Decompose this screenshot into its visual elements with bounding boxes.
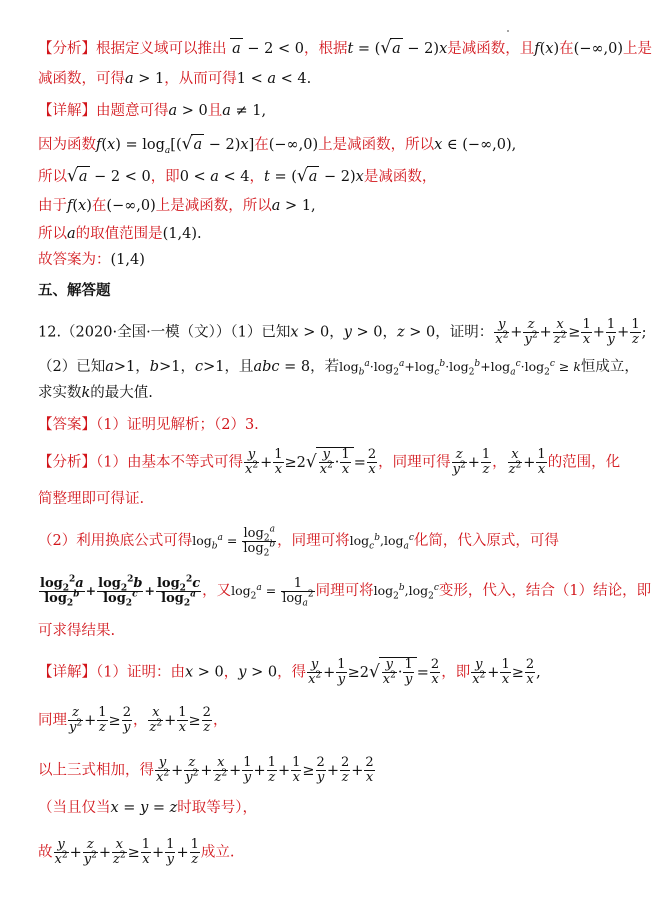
detail2-line-5: 故 $\frac{y}{x^2}$ + $\frac{z}{y^2}$ + $\frac{x}{z^2}$ ≥ $\frac{1}{x}$ + $\frac{1}{y}$ + $\frac{1}{z}$ 成立. xyxy=(38,837,235,867)
header-dot xyxy=(507,30,509,32)
final-answer-line: 故答案为：(1,4) xyxy=(38,252,145,268)
detail-line-1: 【详解】由题意可得a > 0且a ≠ 1, xyxy=(38,103,267,119)
detail-line-5: 所以a的取值范围是(1,4). xyxy=(38,226,202,242)
analysis-tag: 【分析】 xyxy=(38,41,96,57)
detail-line-2: 因为函数$f(x) = \log_a[(√a - 2)x]$在(−∞,0)上是减函数，所以x ∈ (−∞,0), xyxy=(38,134,517,156)
analysis2-line-5: 可求得结果. xyxy=(38,623,116,639)
section-title: 五、解答题 xyxy=(38,283,111,299)
analysis-line-2: 减函数，可得a > 1，从而可得1 < a < 4. xyxy=(38,71,312,87)
analysis2-line-4: $\frac{\log_2^2a}{\log_2^b}$ + $\frac{\log_2^2b}{\log_2^c}$ + $\frac{\log_2^2c}{\log_2^a}$ ，又$\log_2^a$ = $\frac{1}{\log_a^2}$ 同理可将$\log_2^b,\log_2^c$变形，代入，结合（1）结论，即 xyxy=(40,574,652,609)
problem-12-line-3: 求实数k的最大值. xyxy=(38,385,153,401)
detail-line-4: 由于f(x)在(−∞,0)上是减函数，所以a > 1, xyxy=(38,198,316,214)
detail-line-3: 所以√a − 2 < 0，即0 < a < 4，t = (√a − 2)x是减函数， xyxy=(38,166,437,186)
answer-tag: 【答案】 xyxy=(38,417,96,433)
detail2-line-4: （当且仅当x = y = z时取等号）， xyxy=(38,800,258,816)
detail2-line-2: 同理 $\frac{z}{y^2}$ + $\frac{1}{z}$ ≥ $\frac{2}{y}$ ， $\frac{x}{z^2}$ + $\frac{1}{x}$ ≥ $\frac{2}{z}$ ， xyxy=(38,705,228,735)
analysis-line-1: 【分析】根据定义域可以推出 a − 2 < 0，根据t = (√a − 2)x是减函数，且f(x)在(−∞,0)上是 xyxy=(38,38,652,58)
analysis2-line-1: 【分析】（1）由基本不等式可得 $\frac{y}{x^2}$ + $\frac{1}{x}$ ≥2√ $\frac{y}{x^2}$ · $\frac{1}{x}$ = $\frac{2}{x}$ ，同理可得 $\frac{z}{y^2}$ + $\frac{1}{z}$ ， $\frac{x}{z^2}$ + $\frac{1}{x}$ 的范围，化 xyxy=(38,447,621,477)
analysis2-line-3: （2）利用换底公式可得$\log_b^a$ = $\frac{\log_2^a}{\log_2^b}$ ，同理可将$\log_c^b,\log_a^c$化简，代入原式，可得 xyxy=(38,524,559,559)
analysis2-line-2: 简整理即可得证. xyxy=(38,491,145,507)
detail2-line-3: 以上三式相加，得 $\frac{y}{x^2}$ + $\frac{z}{y^2}$ + $\frac{x}{z^2}$ + $\frac{1}{y}$ + $\frac{1}{z}$ + $\frac{1}{x}$ ≥ $\frac{2}{y}$ + $\frac{2}{z}$ + $\frac{2}{x}$ xyxy=(38,755,374,785)
problem-12-line-1: 12.（2020·全国·一模（文））（1）已知x > 0，y > 0，z > 0，证明： $\frac{y}{x^2}$ + $\frac{z}{y^2}$ + $\frac{x}{z^2}$ ≥ $\frac{1}{x}$ + $\frac{1}{y}$ + $\frac{1}{z}$ ; xyxy=(38,317,647,347)
detail2-line-1: 【详解】（1）证明：由x > 0，y > 0，得 $\frac{y}{x^2}$ + $\frac{1}{y}$ ≥2√ $\frac{y}{x^2}$ · $\frac{1}{y}$ = $\frac{2}{x}$ ，即 $\frac{y}{x^2}$ + $\frac{1}{x}$ ≥ $\frac{2}{x}$ , xyxy=(38,657,541,687)
answer-line: 【答案】（1）证明见解析；（2）3. xyxy=(38,417,259,433)
detail-tag: 【详解】 xyxy=(38,103,96,119)
problem-12-line-2: （2）已知a>1，b>1，c>1，且abc = 8，若$\log_b^a\cdot\log_2^a+\log_c^b\cdot\log_2^b+\log_a^c\cdot\log_2^c \ge k$恒成立， xyxy=(38,358,639,378)
